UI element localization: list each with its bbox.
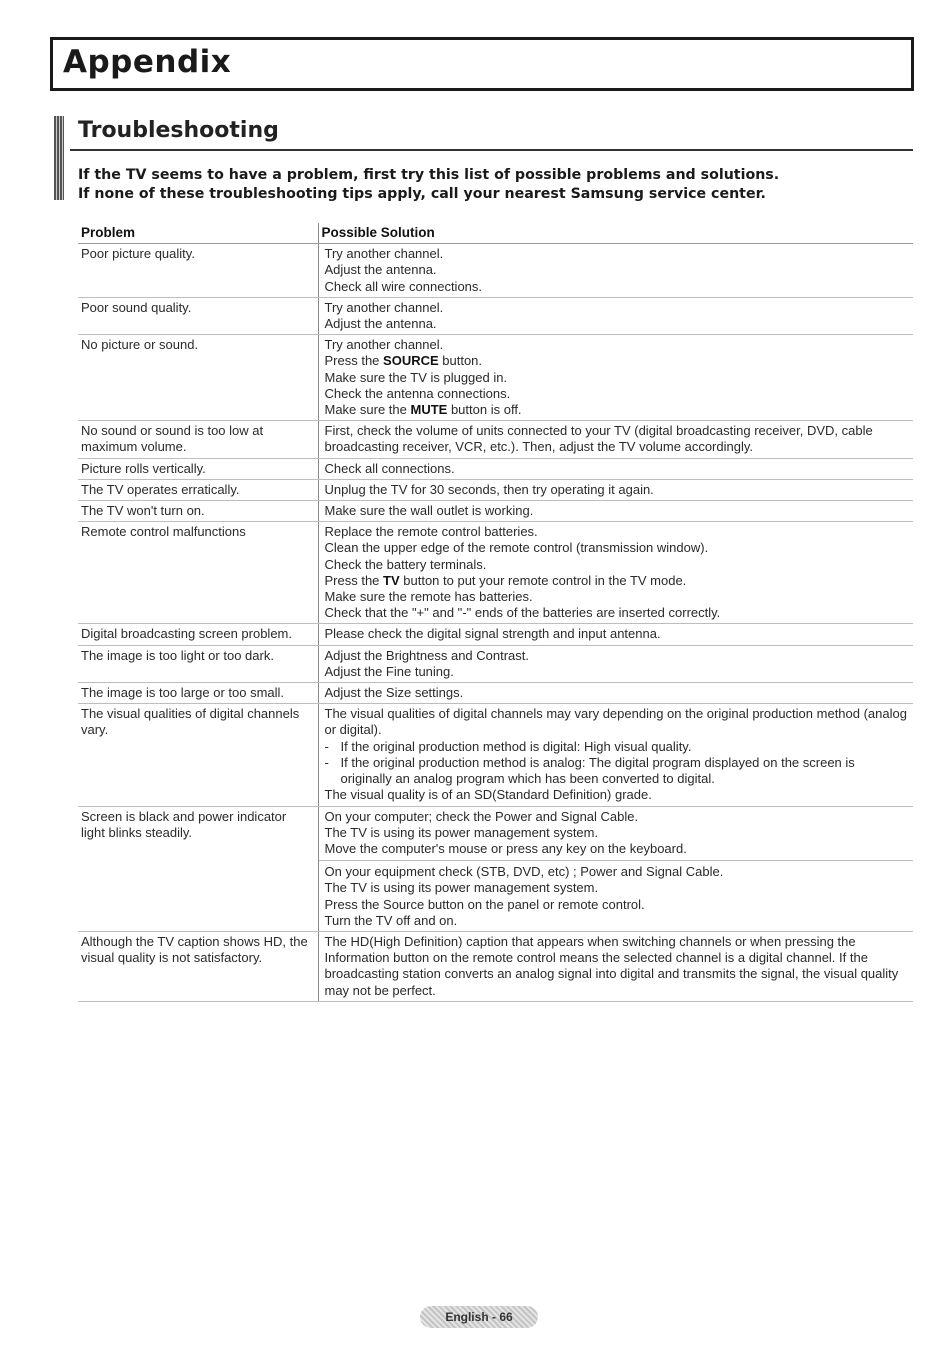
solution-line: Check all wire connections. xyxy=(324,278,483,294)
solution-line: Make sure the remote has batteries. xyxy=(324,589,533,605)
solution-cell xyxy=(318,522,913,624)
solution-line: Try another channel. xyxy=(324,337,444,353)
solution-line: The TV is using its power management system. xyxy=(324,824,599,840)
solution-line: Move the computer's mouse or press any key on the keyboard. xyxy=(324,840,687,856)
solution-line: On your computer; check the Power and Signal Cable. xyxy=(324,808,639,824)
solution-line: The TV is using its power management system. xyxy=(324,880,599,896)
table-row xyxy=(78,704,913,806)
solution-bullet: - If the original production method is digital: High visual quality. xyxy=(324,738,692,754)
table-row xyxy=(78,297,913,334)
solution-line: Make sure the TV is plugged in. xyxy=(324,369,508,385)
solution-line: Unplug the TV for 30 seconds, then try operating it again. xyxy=(324,481,654,497)
section-title: Troubleshooting xyxy=(78,118,279,143)
table-row xyxy=(78,458,913,479)
table-row xyxy=(78,645,913,682)
solution-line: Make sure the wall outlet is working. xyxy=(324,503,534,519)
table-row xyxy=(78,501,913,522)
button-name: SOURCE xyxy=(383,353,439,369)
solution-cell xyxy=(318,645,913,682)
solution-line: The HD(High Definition) caption that appears when switching channels or when pressing the Information button on the remote control means the selected channel is a digital channel. If the broadcasting station converts an analog signal into digital and transmits the signal, the visual quality may not be perfect. xyxy=(324,933,899,998)
bullet-dash: - xyxy=(324,738,329,754)
solution-cell xyxy=(318,683,913,704)
problem-cell: Picture rolls vertically. xyxy=(78,458,318,479)
problem-cell: No picture or sound. xyxy=(78,335,318,421)
problem-cell: The TV operates erratically. xyxy=(78,479,318,500)
problem-cell: Screen is black and power indicator light blinks steadily. xyxy=(78,806,318,931)
problem-cell: The image is too large or too small. xyxy=(78,683,318,704)
solution-cell xyxy=(318,501,913,522)
solution-alternative xyxy=(319,860,914,929)
intro-line: If the TV seems to have a problem, first try this list of possible problems and solutions. xyxy=(78,167,780,183)
problem-cell: Poor sound quality. xyxy=(78,297,318,334)
solution-line: On your equipment check (STB, DVD, etc) ; Power and Signal Cable. xyxy=(324,864,724,880)
solution-line: Clean the upper edge of the remote control (transmission window). xyxy=(324,540,709,556)
solution-line: Check the antenna connections. xyxy=(324,385,511,401)
section-divider xyxy=(70,149,913,151)
solution-line: The visual quality is of an SD(Standard Definition) grade. xyxy=(324,787,652,803)
troubleshooting-table xyxy=(78,223,913,1002)
intro-line: If none of these troubleshooting tips apply, call your nearest Samsung service center. xyxy=(78,186,766,202)
table-row xyxy=(78,624,913,645)
solution-cell xyxy=(318,244,913,298)
intro-text xyxy=(78,166,908,204)
button-name: MUTE xyxy=(410,402,448,418)
solution-cell xyxy=(318,421,913,458)
solution-column-header: Possible Solution xyxy=(318,223,913,244)
solution-line: Adjust the antenna. xyxy=(324,262,437,278)
solution-line: Adjust the Brightness and Contrast. xyxy=(324,647,530,663)
solution-cell xyxy=(318,297,913,334)
solution-line: Adjust the antenna. xyxy=(324,316,437,332)
solution-cell xyxy=(318,479,913,500)
appendix-header xyxy=(50,37,914,91)
solution-cell xyxy=(318,704,913,806)
solution-line: Press the SOURCE button. xyxy=(324,353,483,369)
table-row xyxy=(78,244,913,298)
problem-cell: The visual qualities of digital channels vary. xyxy=(78,704,318,806)
button-name: TV xyxy=(383,572,400,588)
solution-line: Adjust the Size settings. xyxy=(324,685,464,701)
solution-line: First, check the volume of units connected to your TV (digital broadcasting receiver, DVD, cable broadcasting receiver, VCR, etc.). Then, adjust the TV volume accordingly. xyxy=(324,423,873,455)
solution-line: Please check the digital signal strength and input antenna. xyxy=(324,626,661,642)
solution-cell xyxy=(318,806,913,931)
solution-line: Press the Source button on the panel or remote control. xyxy=(324,896,645,912)
section-marker xyxy=(54,116,64,200)
solution-line: Make sure the MUTE button is off. xyxy=(324,402,522,418)
solution-line: Turn the TV off and on. xyxy=(324,912,458,928)
problem-column-header: Problem xyxy=(78,223,318,244)
solution-line: Check that the "+" and "-" ends of the batteries are inserted correctly. xyxy=(324,605,721,621)
solution-cell xyxy=(318,931,913,1001)
problem-cell: The image is too light or too dark. xyxy=(78,645,318,682)
solution-line: Try another channel. xyxy=(324,299,444,315)
bullet-dash: - xyxy=(324,754,329,770)
solution-line: The visual qualities of digital channels may vary depending on the original production method (analog or digital). xyxy=(324,706,907,738)
problem-cell: Remote control malfunctions xyxy=(78,522,318,624)
table-header-row xyxy=(78,223,913,244)
table-row xyxy=(78,335,913,421)
table-row xyxy=(78,806,913,931)
solution-cell xyxy=(318,458,913,479)
table-row xyxy=(78,421,913,458)
page-number-badge: English - 66 xyxy=(420,1306,538,1328)
solution-line: Press the TV button to put your remote control in the TV mode. xyxy=(324,572,687,588)
problem-cell: Poor picture quality. xyxy=(78,244,318,298)
solution-bullet: - If the original production method is analog: The digital program displayed on the screen is originally an analog program which has been converted to digital. xyxy=(324,754,855,787)
solution-line: Replace the remote control batteries. xyxy=(324,524,538,540)
table-row xyxy=(78,522,913,624)
problem-cell: Digital broadcasting screen problem. xyxy=(78,624,318,645)
table-row xyxy=(78,479,913,500)
solution-cell xyxy=(318,624,913,645)
solution-line: Try another channel. xyxy=(324,246,444,262)
solution-line: Adjust the Fine tuning. xyxy=(324,663,454,679)
solution-line: Check all connections. xyxy=(324,460,455,476)
table-row xyxy=(78,931,913,1001)
problem-cell: Although the TV caption shows HD, the visual quality is not satisfactory. xyxy=(78,931,318,1001)
problem-cell: No sound or sound is too low at maximum volume. xyxy=(78,421,318,458)
solution-cell xyxy=(318,335,913,421)
table-row xyxy=(78,683,913,704)
solution-line: Check the battery terminals. xyxy=(324,556,487,572)
page-title: Appendix xyxy=(63,44,232,80)
problem-cell: The TV won't turn on. xyxy=(78,501,318,522)
